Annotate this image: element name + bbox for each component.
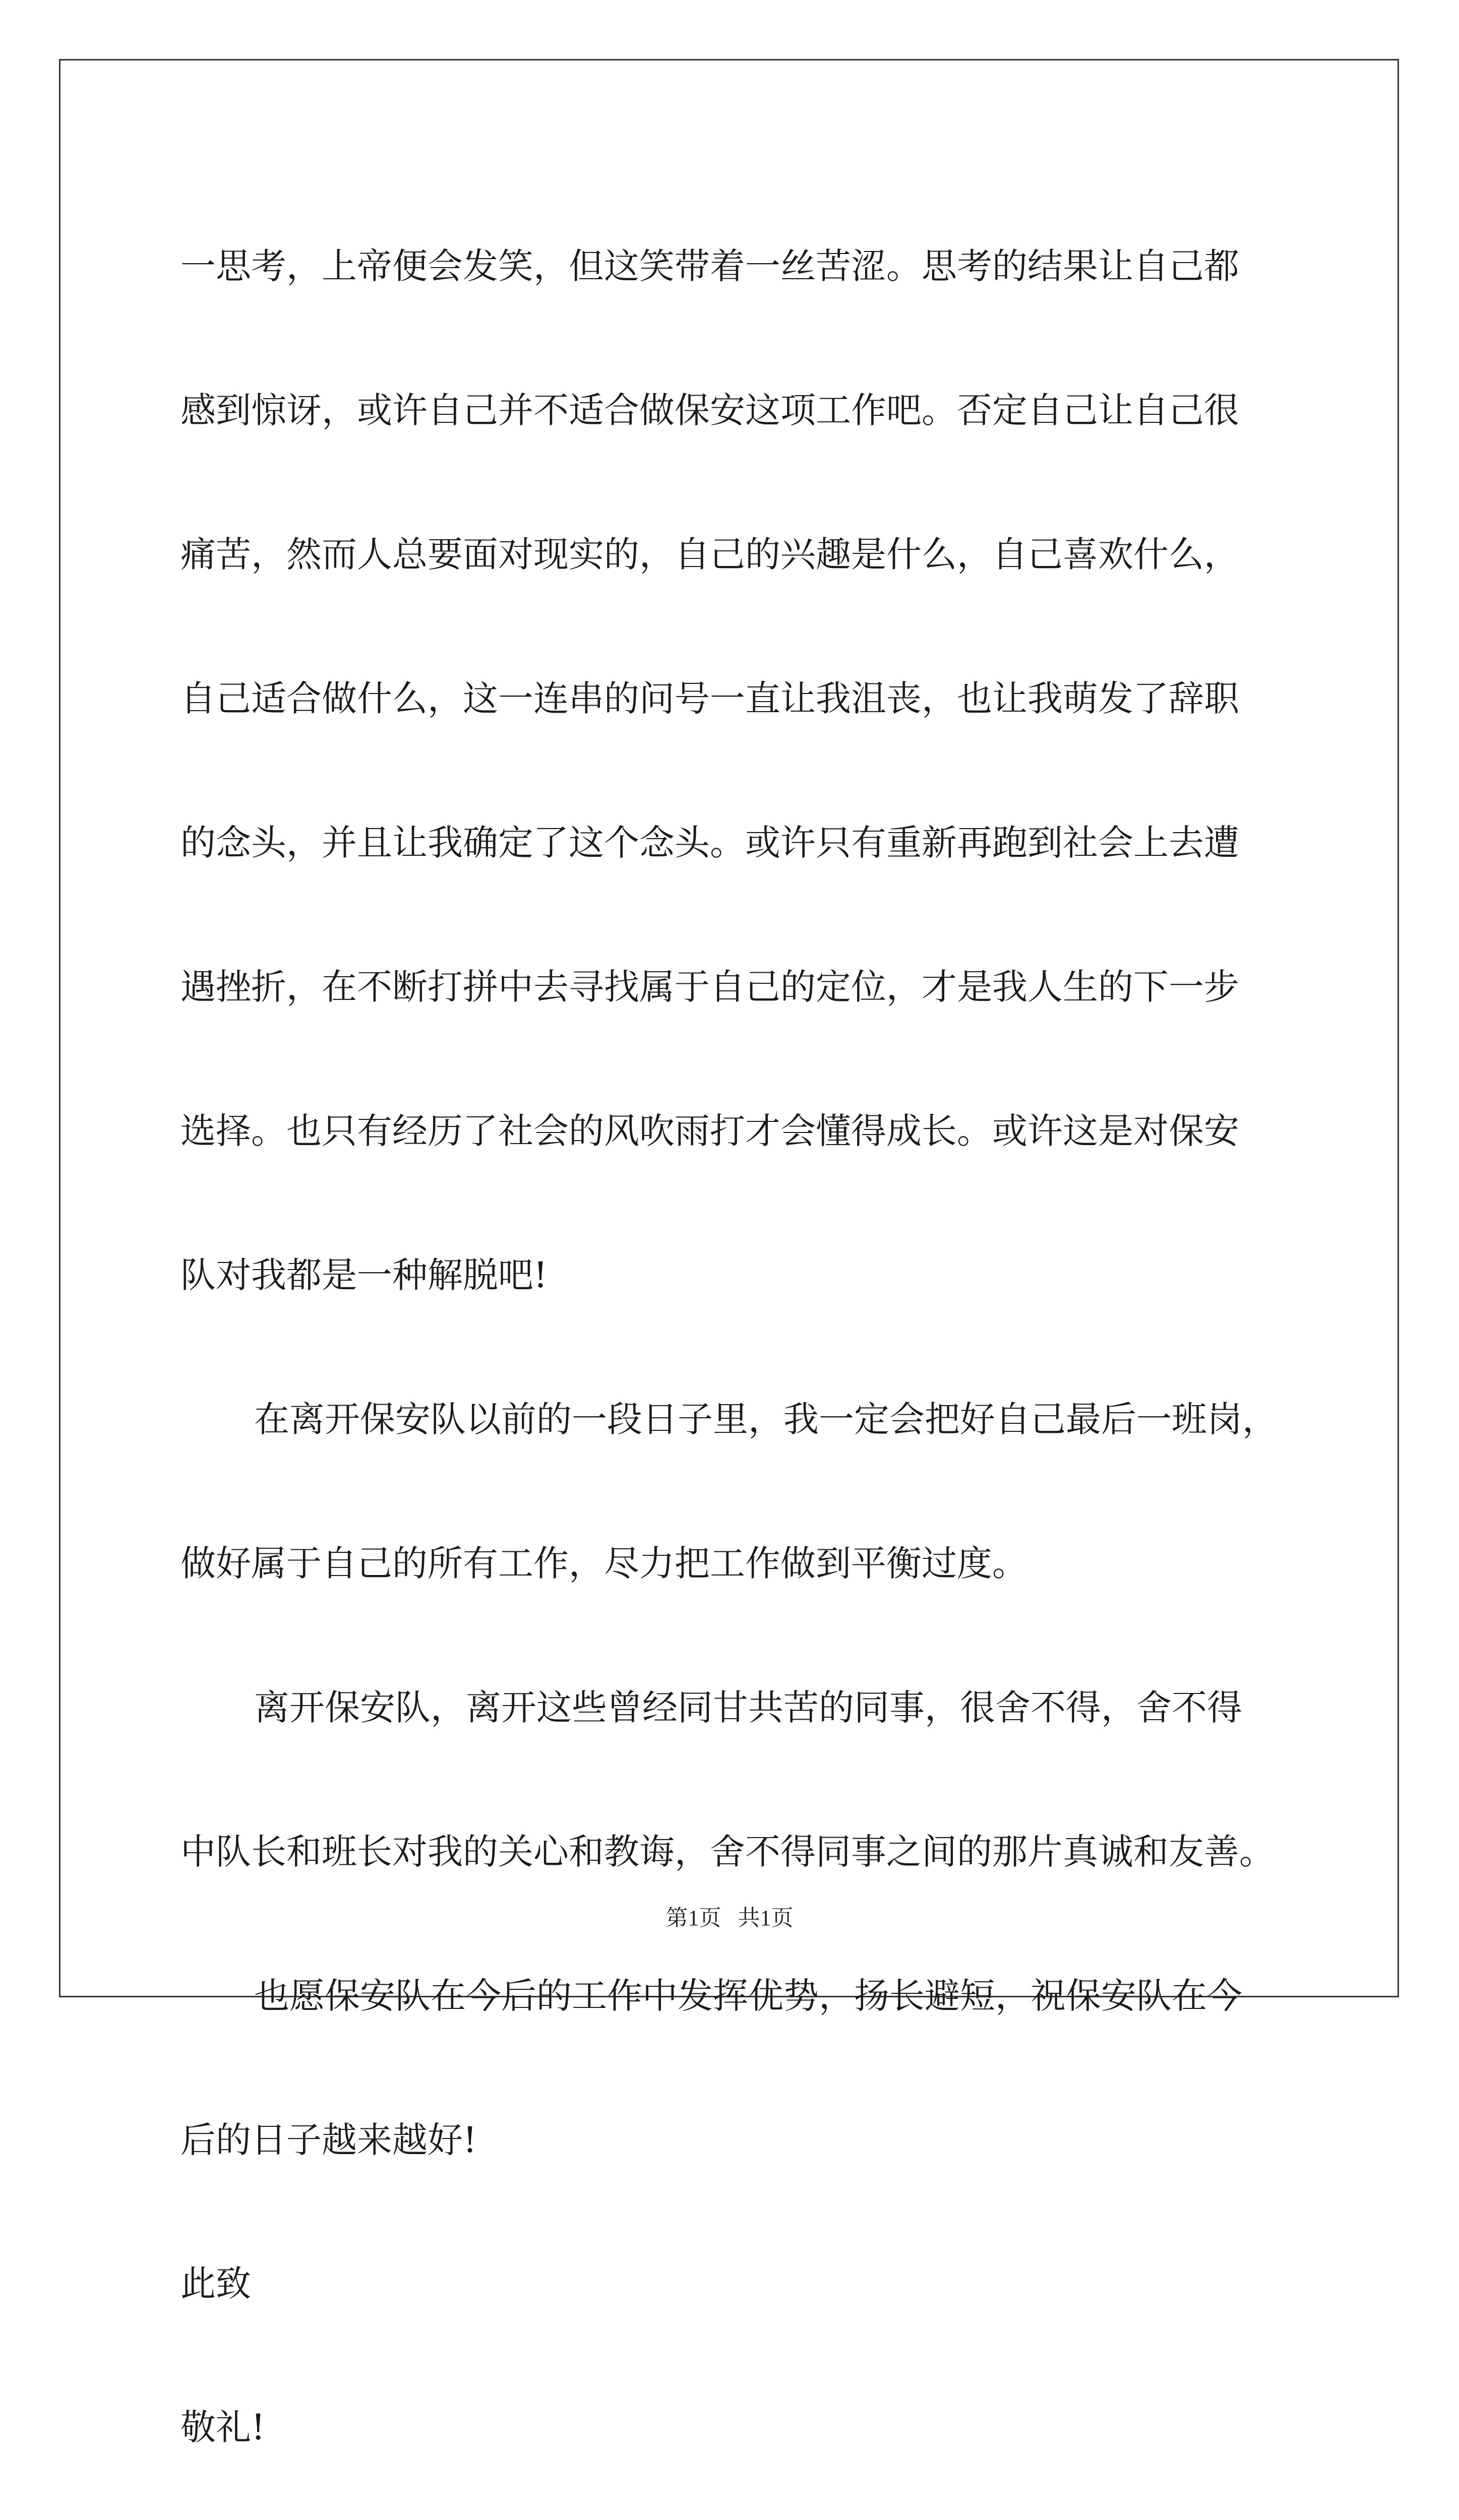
paragraph-line: 选择。也只有经历了社会的风吹雨打才会懂得成长。或许这是对保安: [180, 1110, 1239, 1152]
paragraph-line: 痛苦，然而人总要面对现实的，自己的兴趣是什么，自己喜欢什么，: [180, 534, 1239, 575]
paragraph-line: 自己适合做什么，这一连串的问号一直让我沮丧，也让我萌发了辞职: [180, 678, 1239, 719]
paragraph-line: 也愿保安队在今后的工作中发挥优势，扬长避短，祝保安队在今: [254, 1975, 1242, 2017]
paragraph-line: 队对我都是一种解脱吧!: [180, 1254, 548, 1296]
paragraph-line: 后的日子越来越好!: [180, 2119, 477, 2161]
signature-line: [180, 2499, 1295, 2520]
paragraph-line: 一思考，上帝便会发笑，但这笑带着一丝苦涩。思考的结果让自己都: [180, 245, 1239, 287]
paragraph-line: 在离开保安队以前的一段日子里，我一定会把好自己最后一班岗，: [254, 1399, 1278, 1440]
paragraph-line: 中队长和班长对我的关心和教诲，舍不得同事之间的那片真诚和友善。: [180, 1831, 1274, 1872]
paragraph-line: 的念头，并且让我确定了这个念头。或许只有重新再跑到社会上去遭: [180, 822, 1239, 863]
salutation-line: 此致: [180, 2263, 251, 2304]
paragraph-line: 离开保安队，离开这些曾经同甘共苦的同事，很舍不得，舍不得: [254, 1687, 1242, 1728]
paragraph-line: 感到惊讶，或许自己并不适合做保安这项工作吧。否定自己让自己很: [180, 390, 1239, 431]
regards-line: 敬礼!: [180, 2407, 266, 2448]
paragraph-line: 做好属于自己的所有工作，尽力把工作做到平衡过度。: [180, 1543, 1027, 1584]
paragraph-line: 遇挫折，在不断打拼中去寻找属于自己的定位，才是我人生的下一步: [180, 966, 1239, 1007]
letter-body: [180, 194, 1295, 2520]
page-number-footer: 第1页 共1页: [665, 1906, 794, 1930]
